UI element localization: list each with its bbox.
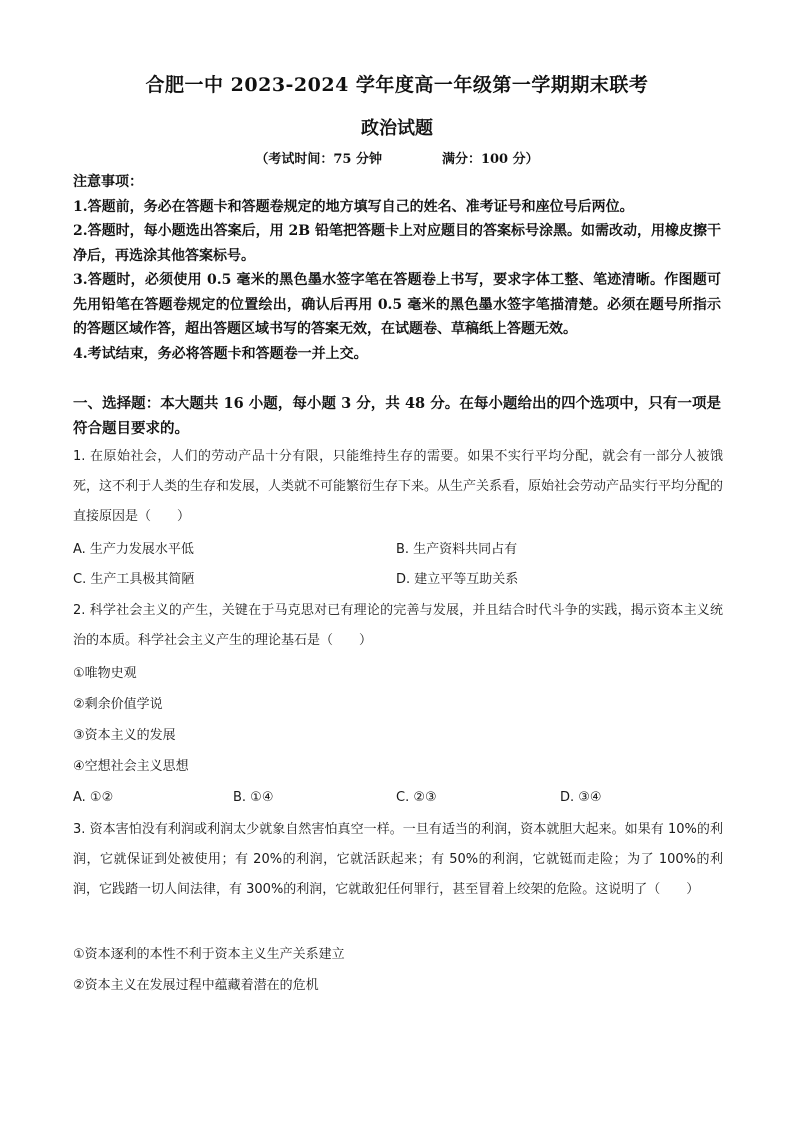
note-item: 2.答题时，每小题选出答案后，用 2B 铅笔把答题卡上对应题目的答案标号涂黑。如需改动，用橡皮擦干净后，再选涂其他答案标号。 — [73, 223, 721, 264]
notes-section — [73, 170, 721, 366]
exam-title: 合肥一中 2023-2024 学年度高一年级第一学期期末联考 — [145, 74, 649, 96]
question-2-stem — [73, 596, 723, 656]
note-item: 1.答题前，务必在答题卡和答题卷规定的地方填写自己的姓名、准考证号和座位号后两位。 — [73, 198, 634, 215]
question-2-item: ④空想社会主义思想 — [73, 759, 189, 774]
subject-title: 政治试题 — [361, 118, 433, 139]
question-2-item: ③资本主义的发展 — [73, 728, 176, 743]
question-stem: 3. 资本害怕没有利润或利润太少就象自然害怕真空一样。一旦有适当的利润，资本就胆大起来。如果有 10%的利润，它就保证到处被使用；有 20%的利润，它就活跃起来；有 50%的利润，它就铤而走险；为了 100%的利润，它践踏一切人间法律，有 300%的利润，它就敢犯任何罪行，甚至冒着上绞架的危险。这说明了（ ） — [73, 822, 723, 897]
option-a: A. ①② — [73, 790, 114, 805]
question-2-item: ②剩余价值学说 — [73, 697, 163, 712]
option-a: A. 生产力发展水平低 — [73, 542, 194, 557]
notes-heading: 注意事项： — [73, 174, 143, 190]
question-3-stem — [73, 815, 723, 905]
option-d: D. 建立平等互助关系 — [396, 572, 519, 587]
question-3-item: ①资本逐利的本性不利于资本主义生产关系建立 — [73, 947, 345, 962]
question-2-item: ①唯物史观 — [73, 666, 137, 681]
note-item: 4.考试结束，务必将答题卡和答题卷一并上交。 — [73, 345, 368, 362]
question-2-options — [73, 783, 723, 813]
option-c: C. 生产工具极其简陋 — [73, 572, 195, 587]
exam-score: 满分：100 分） — [441, 152, 539, 167]
option-c: C. ②③ — [396, 790, 437, 805]
option-d: D. ③④ — [560, 790, 602, 805]
question-1-options-row-1 — [73, 535, 723, 565]
question-stem: 2. 科学社会主义的产生，关键在于马克思对已有理论的完善与发展，并且结合时代斗争的实践，揭示资本主义统治的本质。科学社会主义产生的理论基石是（ ） — [73, 603, 723, 648]
question-stem: 1. 在原始社会，人们的劳动产品十分有限，只能维持生存的需要。如果不实行平均分配，就会有一部分人被饿死，这不利于人类的生存和发展，人类就不可能繁衍生存下来。从生产关系看，原始社会劳动产品实行平均分配的直接原因是（ ） — [73, 449, 724, 524]
option-b: B. 生产资料共同占有 — [396, 542, 518, 557]
exam-time: （考试时间：75 分钟 — [255, 152, 382, 167]
section-heading: 一、选择题：本大题共 16 小题，每小题 3 分，共 48 分。在每小题给出的四个选项中，只有一项是符合题目要求的。 — [73, 395, 721, 437]
question-3-item: ②资本主义在发展过程中蕴藏着潜在的危机 — [73, 978, 319, 993]
exam-info — [0, 148, 794, 167]
note-item: 3.答题时，必须使用 0.5 毫米的黑色墨水签字笔在答题卷上书写，要求字体工整、笔迹清晰。作图题可先用铅笔在答题卷规定的位置绘出，确认后再用 0.5 毫米的黑色墨水签字笔描清楚。必须在题号所指示的答题区域作答，超出答题区域书写的答案无效，在试题卷、草稿纸上答题无效。 — [73, 272, 721, 337]
question-1-stem — [73, 442, 723, 532]
option-b: B. ①④ — [233, 790, 274, 805]
question-1-options-row-2 — [73, 565, 723, 595]
